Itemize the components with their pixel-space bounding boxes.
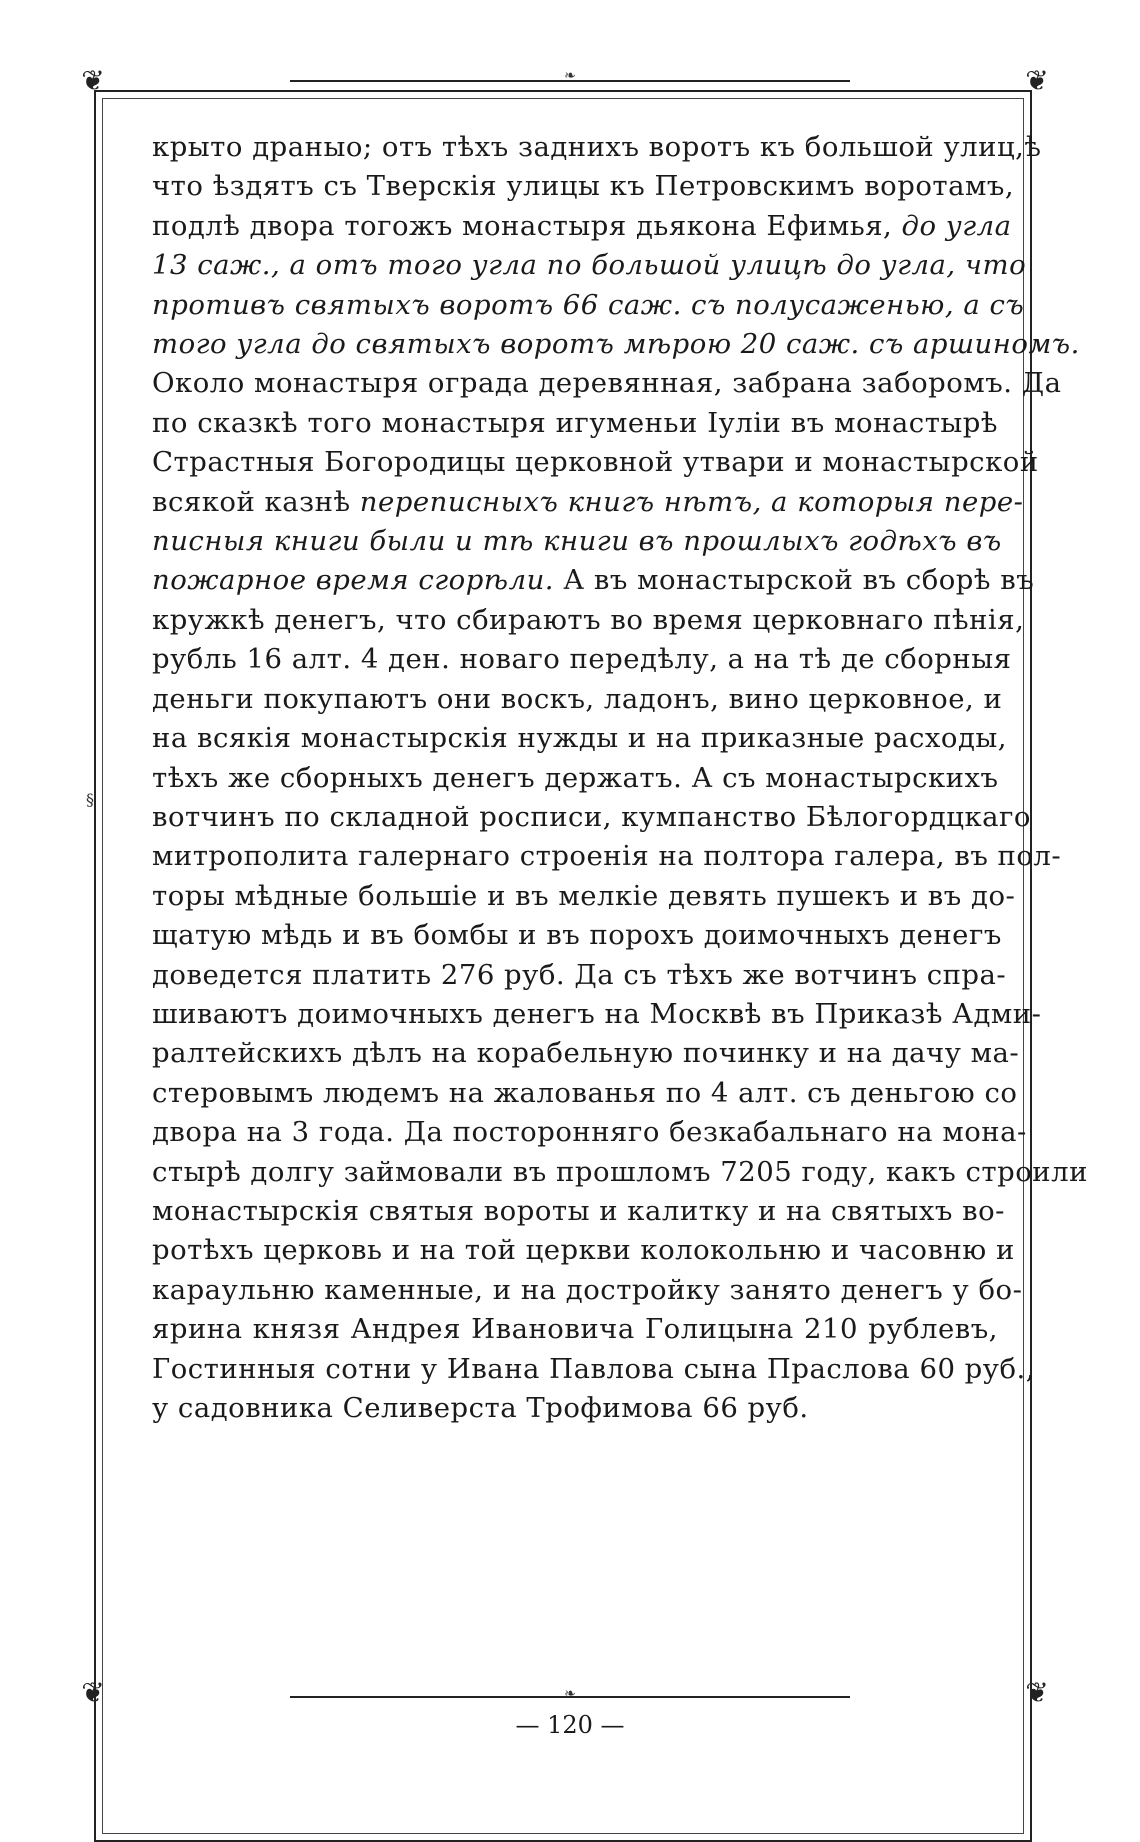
text-run: шиваютъ доимочныхъ денегъ на Москвѣ въ Приказѣ Адми-: [152, 997, 1042, 1030]
text-line: [152, 286, 1025, 325]
side-ornament-left-icon: §: [86, 790, 94, 809]
text-run: щатую мѣдь и въ бомбы и въ порохъ доимочныхъ денегъ: [152, 919, 1002, 952]
text-run: доведется платить 276 руб. Да съ тѣхъ же вотчинъ спра-: [152, 958, 1007, 991]
text-run: что ѣздятъ съ Тверскія улицы къ Петровскимъ воротамъ,: [152, 170, 1015, 203]
text-run: Страстныя Богородицы церковной утвари и монастырской: [152, 446, 1039, 479]
text-line: [152, 1231, 1015, 1270]
text-line: [152, 483, 1024, 522]
text-run: у садовника Селиверста Трофимова 66 руб.: [152, 1392, 809, 1424]
text-line: [152, 443, 1039, 482]
text-run: тѣхъ же сборныхъ денегъ держатъ. А съ монастырскихъ: [152, 761, 999, 794]
text-run: Гостинныя сотни у Ивана Павлова сына Праслова 60 руб.,: [152, 1352, 1036, 1385]
corner-ornament-top-left-icon: ❦: [81, 64, 105, 97]
corner-ornament-top-right-icon: ❦: [1025, 64, 1049, 97]
text-line: [152, 680, 1003, 719]
text-line: [152, 1034, 1020, 1073]
italic-text-run: пожарное время сгорѣли.: [152, 564, 555, 597]
text-line: [152, 719, 1008, 758]
text-run: Около монастыря ограда деревянная, забрана заборомъ. Да: [152, 367, 1062, 400]
text-line: [152, 1074, 1018, 1113]
corner-ornament-bottom-right-icon: ❦: [1025, 1676, 1049, 1709]
text-line: [152, 877, 1016, 916]
italic-text-run: переписныхъ книгъ нѣтъ, а которыя пере-: [359, 485, 1024, 518]
text-line: [152, 1310, 998, 1349]
text-run: торы мѣдные большіе и въ мелкіе девять пушекъ и въ до-: [152, 879, 1016, 912]
text-run: вотчинъ по складной росписи, кумпанство Бѣлогордцкаго: [152, 800, 1031, 833]
text-line: [152, 995, 1042, 1034]
text-line: [152, 1113, 1027, 1152]
text-run: по сказкѣ того монастыря игуменьи Іуліи въ монастырѣ: [152, 406, 998, 439]
text-run: крыто драныо; отъ тѣхъ заднихъ воротъ къ большой улиц,ѣ: [152, 131, 1042, 163]
text-run: подлѣ двора тогожъ монастыря дьякона Ефимья,: [152, 209, 902, 242]
text-line: [152, 1271, 1023, 1310]
bottom-center-ornament-icon: ❧: [564, 1686, 576, 1702]
text-line: [152, 1389, 998, 1428]
text-line: [152, 956, 1007, 995]
text-line: [152, 325, 1080, 364]
text-line: [152, 837, 1062, 876]
text-line: [152, 364, 1062, 403]
text-run: монастырскія святыя вороты и калитку и на святыхъ во-: [152, 1194, 1005, 1227]
text-run: караульню каменные, и на достройку занято денегъ у бо-: [152, 1273, 1023, 1306]
text-line: [152, 798, 1031, 837]
italic-text-run: писныя книги были и тѣ книги въ прошлыхъ годѣхъ въ: [152, 525, 1002, 558]
italic-text-run: до угла: [901, 209, 1012, 242]
text-line: [152, 246, 1027, 285]
text-line: [152, 128, 1042, 167]
text-line: [152, 1153, 1088, 1192]
top-center-ornament-icon: ❧: [564, 68, 576, 84]
italic-text-run: того угла до святыхъ воротъ мѣрою 20 саж. съ аршиномъ.: [152, 328, 1080, 361]
text-line: [152, 561, 1035, 600]
text-run: ротѣхъ церковь и на той церкви колокольню и часовню и: [152, 1234, 1015, 1267]
text-run: стырѣ долгу займовали въ прошломъ 7205 году, какъ строили: [152, 1155, 1088, 1188]
text-run: рубль 16 алт. 4 ден. новаго передѣлу, а на тѣ де сборныя: [152, 643, 1012, 676]
text-run: ралтейскихъ дѣлъ на корабельную починку и на дачу ма-: [152, 1037, 1020, 1070]
text-run: ярина князя Андрея Ивановича Голицына 210 рублевъ,: [152, 1313, 998, 1346]
text-run: двора на 3 года. Да посторонняго безкабальнаго на мона-: [152, 1116, 1027, 1149]
text-line: [152, 1350, 1036, 1389]
text-line: [152, 404, 998, 443]
text-line: [152, 601, 1025, 640]
italic-text-run: противъ святыхъ воротъ 66 саж. съ полусаженью, а съ: [152, 288, 1025, 321]
text-line: [152, 759, 998, 798]
text-run: митрополита галернаго строенія на полтора галера, въ пол-: [152, 840, 1062, 873]
page-number: — 120 —: [515, 1711, 625, 1739]
text-line: [152, 207, 1012, 246]
text-run: всякой казнѣ: [152, 485, 360, 518]
text-run: А въ монастырской въ сборѣ въ: [554, 564, 1035, 597]
corner-ornament-bottom-left-icon: ❦: [81, 1676, 105, 1709]
italic-text-run: 13 саж., а отъ того угла по большой улицѣ до угла, что: [152, 249, 1027, 282]
text-run: деньги покупаютъ они воскъ, ладонъ, вино церковное, и: [152, 682, 1003, 715]
text-line: [152, 916, 1002, 955]
text-run: стеровымъ людемъ на жалованья по 4 алт. съ деньгою со: [152, 1076, 1018, 1109]
text-run: на всякія монастырскія нужды и на приказные расходы,: [152, 722, 1008, 755]
text-line: [152, 1192, 1005, 1231]
page-body-text: [152, 128, 1088, 1428]
text-line: [152, 167, 1015, 206]
text-line: [152, 522, 1002, 561]
text-line: [152, 640, 1012, 679]
text-run: кружкѣ денегъ, что сбираютъ во время церковнаго пѣнія,: [152, 603, 1025, 636]
